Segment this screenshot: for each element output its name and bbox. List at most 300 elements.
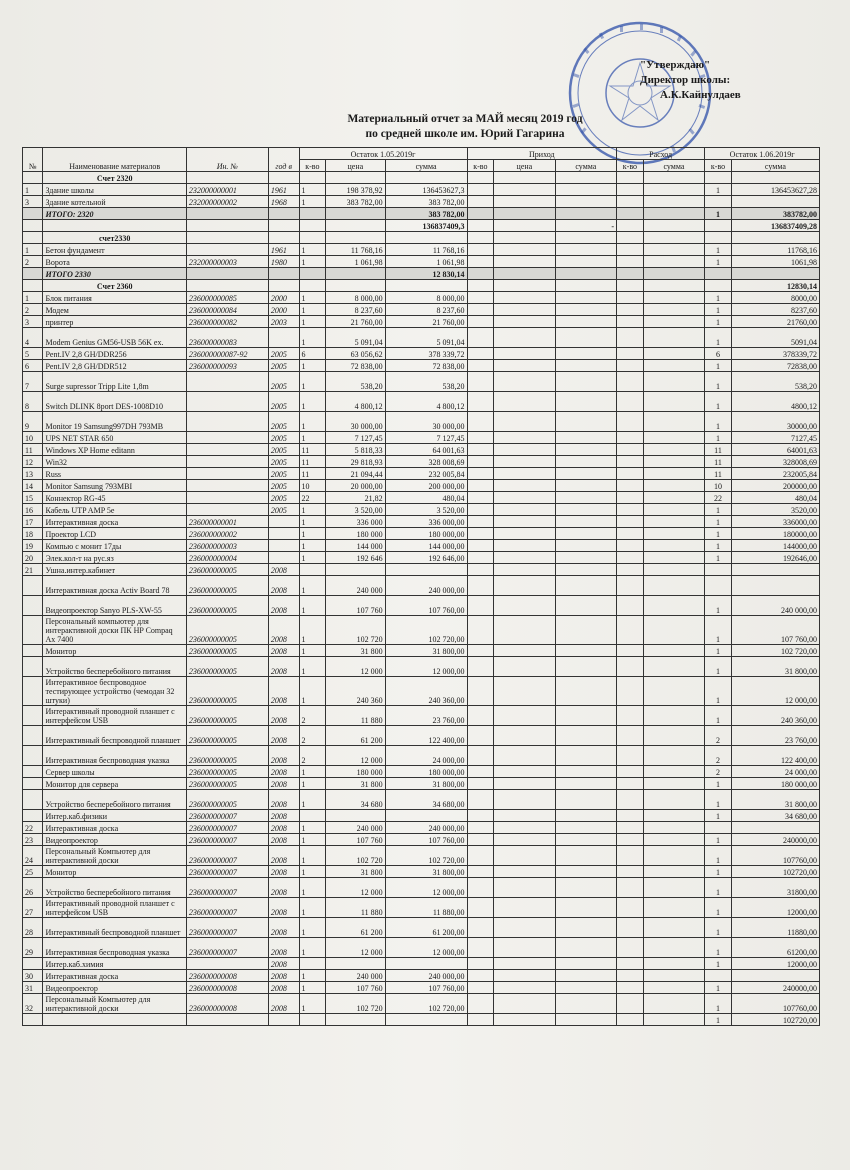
row-no xyxy=(23,810,43,822)
row-sum: 3 520,00 xyxy=(385,504,467,516)
table-cell xyxy=(617,328,644,348)
row-name: Pent.IV 2,8 GH/DDR256 xyxy=(43,348,186,360)
row-price: 21,82 xyxy=(326,492,385,504)
table-cell xyxy=(643,328,704,348)
table-row xyxy=(23,348,820,360)
row-price: 29 818,93 xyxy=(326,456,385,468)
table-cell xyxy=(555,866,616,878)
row-price: 5 818,33 xyxy=(326,444,385,456)
row-no: 1 xyxy=(23,292,43,304)
table-cell xyxy=(555,834,616,846)
table-cell xyxy=(617,918,644,938)
table-cell xyxy=(617,1014,644,1026)
row-price: 72 838,00 xyxy=(326,360,385,372)
table-cell xyxy=(467,970,494,982)
row-sum: 12 000,00 xyxy=(385,657,467,677)
row-sum: 23 760,00 xyxy=(385,706,467,726)
table-row xyxy=(23,328,820,348)
table-cell xyxy=(494,328,555,348)
row-end-qty: 1 xyxy=(705,516,732,528)
row-price xyxy=(326,564,385,576)
row-sum: 12 000,00 xyxy=(385,878,467,898)
row-inv: 236000000001 xyxy=(186,516,268,528)
table-row xyxy=(23,866,820,878)
row-no xyxy=(23,706,43,726)
table-cell xyxy=(617,958,644,970)
row-end-sum: 24 000,00 xyxy=(731,766,819,778)
table-cell xyxy=(617,645,644,657)
table-cell xyxy=(467,982,494,994)
row-sum: 24 000,00 xyxy=(385,746,467,766)
row-qty: 1 xyxy=(299,822,326,834)
table-cell xyxy=(494,677,555,706)
row-no: 15 xyxy=(23,492,43,504)
total-start: 383 782,00 xyxy=(385,208,467,220)
row-sum: 240 000,00 xyxy=(385,970,467,982)
table-cell xyxy=(705,268,732,280)
table-cell xyxy=(555,994,616,1014)
row-sum: 383 782,00 xyxy=(385,196,467,208)
row-year: 2005 xyxy=(268,412,299,432)
row-end-qty: 1 xyxy=(705,432,732,444)
row-sum: 34 680,00 xyxy=(385,790,467,810)
table-cell xyxy=(467,677,494,706)
table-cell xyxy=(643,256,704,268)
row-sum: 1 061,98 xyxy=(385,256,467,268)
grand-start: 136837409,3 xyxy=(385,220,467,232)
table-cell xyxy=(555,244,616,256)
row-no: 4 xyxy=(23,328,43,348)
row-end-qty: 1 xyxy=(705,392,732,412)
row-name: Бетон фундамент xyxy=(43,244,186,256)
table-cell xyxy=(467,846,494,866)
table-cell xyxy=(617,184,644,196)
table-cell xyxy=(555,328,616,348)
table-cell xyxy=(268,268,299,280)
table-cell xyxy=(555,938,616,958)
section-row xyxy=(23,172,820,184)
table-cell xyxy=(467,958,494,970)
table-row xyxy=(23,746,820,766)
row-sum: 240 360,00 xyxy=(385,677,467,706)
row-inv: 236000000005 xyxy=(186,790,268,810)
table-cell xyxy=(467,504,494,516)
row-qty: 1 xyxy=(299,616,326,645)
row-inv: 236000000007 xyxy=(186,898,268,918)
table-cell xyxy=(467,878,494,898)
row-qty: 1 xyxy=(299,360,326,372)
row-name xyxy=(43,1014,186,1026)
table-row xyxy=(23,480,820,492)
table-row xyxy=(23,316,820,328)
table-cell xyxy=(643,645,704,657)
sub-sum: сумма xyxy=(643,160,704,172)
total-end-qty: 1 xyxy=(705,208,732,220)
table-row xyxy=(23,528,820,540)
table-cell xyxy=(186,268,268,280)
row-no: 3 xyxy=(23,316,43,328)
table-cell xyxy=(555,444,616,456)
row-no: 21 xyxy=(23,564,43,576)
row-sum: 21 760,00 xyxy=(385,316,467,328)
table-cell xyxy=(494,196,555,208)
table-cell xyxy=(494,492,555,504)
row-price: 12 000 xyxy=(326,938,385,958)
row-end-qty xyxy=(705,564,732,576)
table-row xyxy=(23,982,820,994)
row-year: 2008 xyxy=(268,726,299,746)
table-cell xyxy=(268,172,299,184)
row-year: 2008 xyxy=(268,657,299,677)
table-row xyxy=(23,994,820,1014)
row-year: 2008 xyxy=(268,616,299,645)
table-cell xyxy=(643,552,704,564)
total-label: ИТОГО: 2320 xyxy=(43,208,186,220)
row-no xyxy=(23,958,43,970)
section-no xyxy=(23,280,43,292)
table-cell xyxy=(467,480,494,492)
row-end-sum: 31 800,00 xyxy=(731,790,819,810)
row-end-sum xyxy=(731,196,819,208)
table-cell xyxy=(643,616,704,645)
table-cell xyxy=(494,516,555,528)
row-qty: 1 xyxy=(299,412,326,432)
row-inv: 236000000083 xyxy=(186,328,268,348)
row-name: Интерактивная доска xyxy=(43,970,186,982)
row-end-qty: 1 xyxy=(705,878,732,898)
row-sum: 240 000,00 xyxy=(385,576,467,596)
row-year: 2008 xyxy=(268,564,299,576)
row-sum: 200 000,00 xyxy=(385,480,467,492)
row-year xyxy=(268,328,299,348)
row-name: Modem Genius GM56-USB 56K ex. xyxy=(43,328,186,348)
row-inv xyxy=(186,958,268,970)
row-name: Интерактивный проводной планшет с интерфейсом USB xyxy=(43,706,186,726)
row-end-sum: 12000,00 xyxy=(731,958,819,970)
row-year: 2008 xyxy=(268,706,299,726)
table-cell xyxy=(617,292,644,304)
section-label: счет2330 xyxy=(43,232,186,244)
row-sum: 538,20 xyxy=(385,372,467,392)
row-no xyxy=(23,657,43,677)
table-cell xyxy=(555,846,616,866)
row-year: 2008 xyxy=(268,982,299,994)
row-end-sum: 107760,00 xyxy=(731,846,819,866)
row-name: Монитор xyxy=(43,645,186,657)
row-end-sum: 144000,00 xyxy=(731,540,819,552)
table-cell xyxy=(467,564,494,576)
row-price: 61 200 xyxy=(326,726,385,746)
grand-end: 136837409,28 xyxy=(731,220,819,232)
table-cell xyxy=(643,492,704,504)
row-name: Сервер школы xyxy=(43,766,186,778)
table-cell xyxy=(494,706,555,726)
table-cell xyxy=(494,444,555,456)
row-sum: 61 200,00 xyxy=(385,918,467,938)
table-row xyxy=(23,657,820,677)
row-year: 2008 xyxy=(268,576,299,596)
table-row xyxy=(23,504,820,516)
table-cell xyxy=(494,304,555,316)
row-end-sum: 8000,00 xyxy=(731,292,819,304)
row-qty: 1 xyxy=(299,918,326,938)
row-inv xyxy=(186,432,268,444)
total-end: 383782,00 xyxy=(731,208,819,220)
section-start-sum xyxy=(385,280,467,292)
table-row xyxy=(23,304,820,316)
table-cell xyxy=(643,778,704,790)
table-cell xyxy=(555,360,616,372)
row-qty: 1 xyxy=(299,316,326,328)
table-cell xyxy=(494,412,555,432)
row-year: 2008 xyxy=(268,645,299,657)
table-cell xyxy=(494,982,555,994)
table-cell xyxy=(467,540,494,552)
table-cell xyxy=(643,184,704,196)
table-cell xyxy=(494,232,555,244)
row-qty: 1 xyxy=(299,898,326,918)
table-cell xyxy=(555,528,616,540)
table-row xyxy=(23,552,820,564)
row-end-sum xyxy=(731,970,819,982)
row-name: Устройство бесперебойного питания xyxy=(43,657,186,677)
table-cell xyxy=(643,456,704,468)
table-cell xyxy=(467,184,494,196)
table-cell xyxy=(617,540,644,552)
row-end-sum: 5091,04 xyxy=(731,328,819,348)
row-end-sum: 61200,00 xyxy=(731,938,819,958)
row-end-qty: 1 xyxy=(705,677,732,706)
table-cell xyxy=(643,564,704,576)
report-title xyxy=(300,112,630,142)
table-cell xyxy=(467,645,494,657)
row-end-sum: 3520,00 xyxy=(731,504,819,516)
row-inv: 236000000093 xyxy=(186,360,268,372)
table-cell xyxy=(494,970,555,982)
row-price: 8 000,00 xyxy=(326,292,385,304)
row-sum: 107 760,00 xyxy=(385,982,467,994)
table-row xyxy=(23,540,820,552)
table-cell xyxy=(617,657,644,677)
table-cell xyxy=(467,778,494,790)
table-cell xyxy=(467,432,494,444)
row-qty: 1 xyxy=(299,766,326,778)
table-cell xyxy=(494,866,555,878)
row-sum: 102 720,00 xyxy=(385,616,467,645)
row-qty: 1 xyxy=(299,392,326,412)
table-cell xyxy=(643,220,704,232)
table-row xyxy=(23,645,820,657)
table-cell xyxy=(643,706,704,726)
table-cell xyxy=(494,256,555,268)
table-cell xyxy=(617,244,644,256)
row-price: 11 880 xyxy=(326,898,385,918)
table-cell xyxy=(555,898,616,918)
table-cell xyxy=(555,645,616,657)
row-inv: 236000000005 xyxy=(186,766,268,778)
table-row xyxy=(23,1014,820,1026)
row-qty: 1 xyxy=(299,846,326,866)
table-cell xyxy=(494,172,555,184)
row-year: 2005 xyxy=(268,444,299,456)
row-inv: 236000000005 xyxy=(186,746,268,766)
row-end-qty: 1 xyxy=(705,898,732,918)
table-cell xyxy=(555,432,616,444)
row-name: Russ xyxy=(43,468,186,480)
row-end-qty: 1 xyxy=(705,244,732,256)
row-no xyxy=(23,726,43,746)
row-price: 144 000 xyxy=(326,540,385,552)
table-cell xyxy=(467,412,494,432)
row-no: 32 xyxy=(23,994,43,1014)
table-cell xyxy=(555,292,616,304)
row-end-qty: 1 xyxy=(705,982,732,994)
row-name: Здание школы xyxy=(43,184,186,196)
row-inv: 236000000008 xyxy=(186,970,268,982)
table-cell xyxy=(494,810,555,822)
table-cell xyxy=(617,822,644,834)
row-price: 12 000 xyxy=(326,878,385,898)
row-sum: 31 800,00 xyxy=(385,645,467,657)
table-cell xyxy=(299,268,326,280)
row-sum xyxy=(385,564,467,576)
table-row xyxy=(23,256,820,268)
table-cell xyxy=(555,677,616,706)
row-year: 1980 xyxy=(268,256,299,268)
table-cell xyxy=(643,268,704,280)
row-sum: 12 000,00 xyxy=(385,938,467,958)
row-price: 34 680 xyxy=(326,790,385,810)
row-qty: 1 xyxy=(299,677,326,706)
table-cell xyxy=(643,970,704,982)
row-price: 31 800 xyxy=(326,645,385,657)
table-cell xyxy=(467,918,494,938)
row-qty: 2 xyxy=(299,706,326,726)
table-cell xyxy=(617,456,644,468)
row-end-sum: 64001,63 xyxy=(731,444,819,456)
row-inv: 236000000005 xyxy=(186,564,268,576)
row-qty xyxy=(299,958,326,970)
table-cell xyxy=(555,280,616,292)
table-cell xyxy=(326,172,385,184)
table-cell xyxy=(494,822,555,834)
row-price: 31 800 xyxy=(326,866,385,878)
row-end-sum: 240 000,00 xyxy=(731,596,819,616)
report-title-line2: по средней школе им. Юрий Гагарина xyxy=(365,128,565,140)
row-inv: 236000000007 xyxy=(186,834,268,846)
table-cell xyxy=(617,372,644,392)
row-end-sum: 240000,00 xyxy=(731,982,819,994)
table-cell xyxy=(643,280,704,292)
section-row xyxy=(23,232,820,244)
row-price: 107 760 xyxy=(326,834,385,846)
row-price: 8 237,60 xyxy=(326,304,385,316)
table-cell xyxy=(617,360,644,372)
sub-sum: сумма xyxy=(385,160,467,172)
row-sum: 180 000,00 xyxy=(385,528,467,540)
table-cell xyxy=(467,866,494,878)
row-end-sum: 180 000,00 xyxy=(731,778,819,790)
table-cell xyxy=(268,220,299,232)
col-income: Приход xyxy=(467,148,617,160)
row-end-sum: 7127,45 xyxy=(731,432,819,444)
row-end-sum: 4800,12 xyxy=(731,392,819,412)
section-start-sum xyxy=(385,172,467,184)
table-row xyxy=(23,184,820,196)
table-row xyxy=(23,432,820,444)
row-end-qty: 1 xyxy=(705,528,732,540)
row-end-qty: 1 xyxy=(705,706,732,726)
sub-qty: к-во xyxy=(705,160,732,172)
row-name: Элек.кол-т на рус.яз xyxy=(43,552,186,564)
row-price: 192 646 xyxy=(326,552,385,564)
row-sum: 30 000,00 xyxy=(385,412,467,432)
table-cell xyxy=(467,232,494,244)
row-sum xyxy=(385,1014,467,1026)
row-name: Видеопроектор xyxy=(43,982,186,994)
row-end-sum: 107 760,00 xyxy=(731,616,819,645)
row-end-sum: 240 360,00 xyxy=(731,706,819,726)
table-row xyxy=(23,492,820,504)
row-year: 2005 xyxy=(268,492,299,504)
row-name: Ворота xyxy=(43,256,186,268)
row-inv: 236000000007 xyxy=(186,938,268,958)
table-cell xyxy=(467,316,494,328)
row-end-sum: 328008,69 xyxy=(731,456,819,468)
table-cell xyxy=(467,348,494,360)
row-name: Monitor Samsung 793MBI xyxy=(43,480,186,492)
row-name: Устройство бесперебойного питания xyxy=(43,790,186,810)
table-row xyxy=(23,918,820,938)
row-end-sum: 8237,60 xyxy=(731,304,819,316)
row-end-qty: 1 xyxy=(705,645,732,657)
row-name: Коннектор RG-45 xyxy=(43,492,186,504)
table-cell xyxy=(617,172,644,184)
row-qty: 11 xyxy=(299,468,326,480)
table-cell xyxy=(617,528,644,540)
table-cell xyxy=(617,208,644,220)
table-cell xyxy=(643,208,704,220)
row-price: 180 000 xyxy=(326,528,385,540)
table-cell xyxy=(555,540,616,552)
row-no: 9 xyxy=(23,412,43,432)
row-price xyxy=(326,810,385,822)
row-name: Surge supressor Tripp Lite 1,8m xyxy=(43,372,186,392)
total-row-2330 xyxy=(23,268,820,280)
table-cell xyxy=(643,504,704,516)
row-name: Switch DLINK 8port DES-1008D10 xyxy=(43,392,186,412)
row-qty: 1 xyxy=(299,994,326,1014)
row-inv: 236000000085 xyxy=(186,292,268,304)
table-cell xyxy=(555,1014,616,1026)
table-cell xyxy=(186,208,268,220)
row-end-sum: 232005,84 xyxy=(731,468,819,480)
table-cell xyxy=(326,268,385,280)
row-no xyxy=(23,677,43,706)
row-no: 25 xyxy=(23,866,43,878)
row-qty: 1 xyxy=(299,938,326,958)
row-year: 2005 xyxy=(268,480,299,492)
table-cell xyxy=(555,778,616,790)
row-name: Интерактивная доска xyxy=(43,516,186,528)
row-year: 2008 xyxy=(268,846,299,866)
row-inv: 236000000004 xyxy=(186,552,268,564)
row-end-sum: 31800,00 xyxy=(731,878,819,898)
row-qty: 1 xyxy=(299,432,326,444)
table-row xyxy=(23,444,820,456)
row-year: 2008 xyxy=(268,766,299,778)
row-no xyxy=(23,576,43,596)
